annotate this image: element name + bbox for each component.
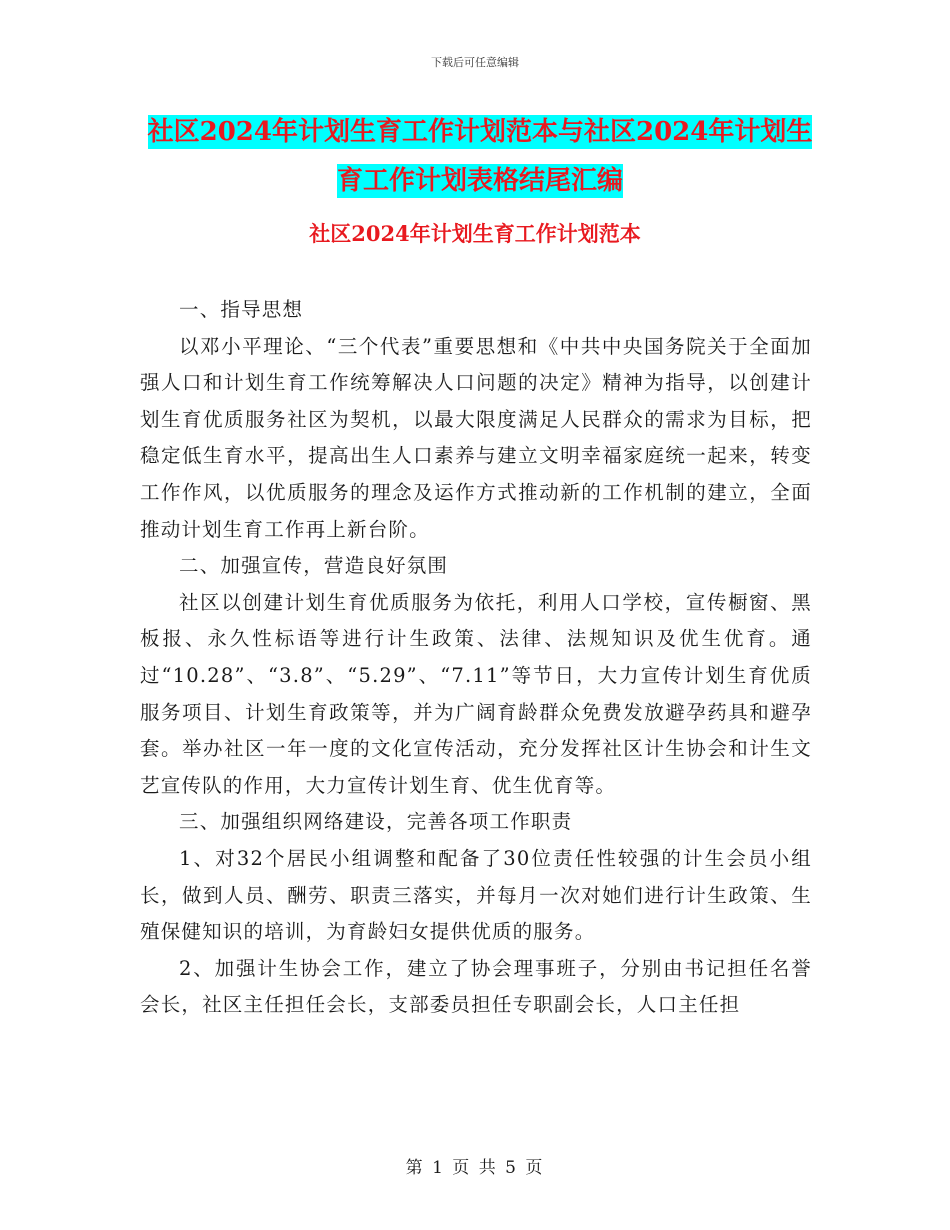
header-note: 下载后可任意编辑 [431,56,519,69]
main-title-text: 社区2024年计划生育工作计划范本与社区2024年计划生育工作计划表格结尾汇编 [147,117,813,196]
section-heading-organization: 三、加强组织网络建设，完善各项工作职责 [179,810,573,834]
section-heading-guiding-ideology: 一、指导思想 [179,298,304,321]
paragraph-item-1: 1、对32个居民小组调整和配备了30位责任性较强的计生会员小组长，做到人员、酬劳、职责三落实，并每月一次对她们进行计生政策、生殖保健知识的培训，为育龄妇女提供优质的服务。 [140,846,812,944]
paragraph-guiding-ideology: 以邓小平理论、“三个代表”重要思想和《中共中央国务院关于全面加强人口和计划生育工作统筹解决人口问题的决定》精神为指导，以创建计划生育优质服务社区为契机，以最大限度满足人民群众的需求为目标，把稳定低生育水平，提高出生人口素养与建立文明幸福家庭统一起来，转变工作作风，以优质服务的理念及运作方式推动新的工作机制的建立，全面推动计划生育工作再上新台阶。 [140,334,812,541]
main-title [140,108,820,206]
paragraph-item-2: 2、加强计生协会工作，建立了协会理事班子，分别由书记担任名誉会长，社区主任担任会长，支部委员担任专职副会长，人口主任担 [140,956,812,1017]
document-body [140,292,812,1024]
section-heading-publicity: 二、加强宣传，营造良好氛围 [179,554,449,578]
page-number-footer: 第 1 页 共 5 页 [405,1158,545,1178]
paragraph-publicity: 社区以创建计划生育优质服务为依托，利用人口学校，宣传橱窗、黑板报、永久性标语等进行计生政策、法律、法规知识及优生优育。通过“10.28”、“3.8”、“5.29”、“7.11”等节日，大力宣传计划生育优质服务项目、计划生育政策等，并为广阔育龄群众免费发放避孕药具和避孕套。举办社区一年一度的文化宣传活动，充分发挥社区计生协会和计生文艺宣传队的作用，大力宣传计划生育、优生优育等。 [140,590,812,797]
section-title: 社区2024年计划生育工作计划范本 [309,221,641,246]
